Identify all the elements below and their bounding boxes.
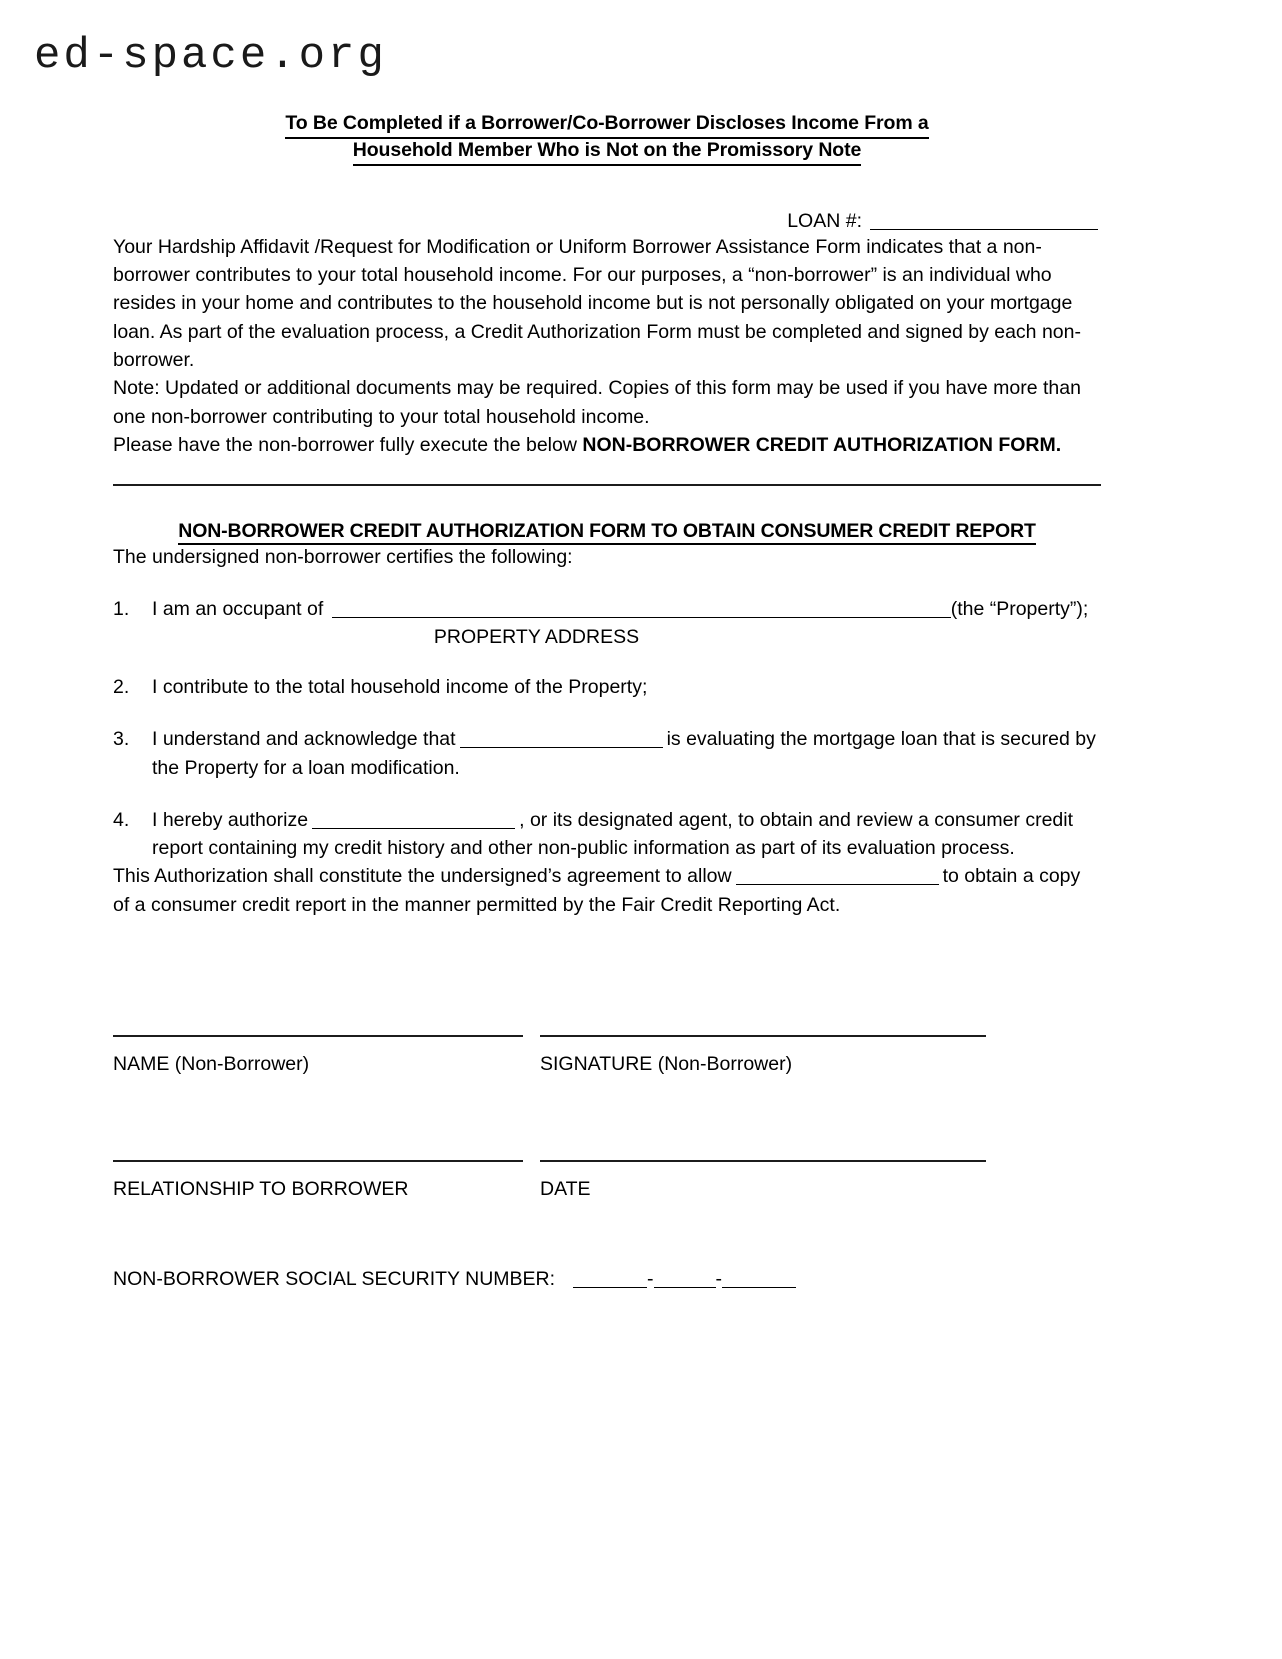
list-item-3-number: 3. — [113, 728, 130, 751]
list-item-4-suffix: , or its designated agent, to obtain and review a consumer credit report containing my credit history and other non-public information as part of its evaluation process. — [152, 808, 1074, 860]
ssn-part-3-input[interactable] — [722, 1287, 796, 1288]
section-divider — [113, 484, 1101, 486]
note-paragraph: Note: Updated or additional documents may be required. Copies of this form may be used if you have more than one non-borrower contributing to your total household income. — [113, 377, 1081, 428]
list-item-4-prefix: I hereby authorize — [152, 808, 309, 831]
certifies-paragraph: The undersigned non-borrower certifies the following: — [113, 546, 573, 569]
loan-number-row — [113, 210, 1101, 233]
certification-list — [113, 595, 1101, 862]
ssn-label: NON-BORROWER SOCIAL SECURITY NUMBER: — [113, 1268, 556, 1290]
list-item-1-prefix: I am an occupant of — [152, 598, 329, 621]
list-item-2-number: 2. — [113, 676, 130, 698]
name-signature-line[interactable] — [113, 1035, 523, 1037]
relationship-signature-line[interactable] — [113, 1160, 523, 1162]
ssn-row — [113, 1268, 796, 1291]
signature-signature-line[interactable] — [540, 1035, 986, 1037]
section-heading — [113, 520, 1101, 543]
please-execute-emphasis: NON-BORROWER CREDIT AUTHORIZATION FORM. — [582, 433, 1062, 456]
list-item-1-number: 1. — [113, 598, 130, 621]
property-address-caption: PROPERTY ADDRESS — [433, 625, 640, 648]
date-field-label: DATE — [540, 1178, 591, 1200]
ssn-separator-1: - — [647, 1268, 654, 1290]
page-title-line-2: Household Member Who is Not on the Promissory Note — [353, 139, 862, 166]
loan-number-input[interactable] — [870, 229, 1098, 230]
section-heading-text: NON-BORROWER CREDIT AUTHORIZATION FORM TO OBTAIN CONSUMER CREDIT REPORT — [178, 520, 1035, 545]
loan-number-label: LOAN #: — [787, 209, 862, 232]
servicer-name-input-1[interactable] — [460, 747, 663, 748]
please-execute-prefix: Please have the non-borrower fully execute the below — [113, 433, 583, 456]
list-item-3-prefix: I understand and acknowledge that — [152, 728, 456, 751]
name-field-label: NAME (Non-Borrower) — [113, 1053, 310, 1075]
list-item-2 — [113, 673, 1101, 701]
site-watermark: ed-space.org — [34, 31, 387, 81]
servicer-name-input-3[interactable] — [736, 884, 939, 885]
authorization-prefix: This Authorization shall constitute the undersigned’s agreement to allow — [113, 865, 732, 888]
list-item-4 — [113, 806, 1101, 863]
signature-field-label: SIGNATURE (Non-Borrower) — [540, 1053, 793, 1075]
intro-paragraph: Your Hardship Affidavit /Request for Modification or Uniform Borrower Assistance Form indicates that a non-borrower contributes to your total household income. For our purposes, a “non-borrower” is an individual who resides in your home and contributes to the household income but is not personally obligated on your mortgage loan. As part of the evaluation process, a Credit Authorization Form must be completed and signed by each non-borrower. — [113, 235, 1081, 372]
servicer-name-input-2[interactable] — [312, 828, 515, 829]
ssn-part-1-input[interactable] — [573, 1287, 647, 1288]
authorization-suffix: to obtain a copy of a consumer credit report in the manner permitted by the Fair Credit Reporting Act. — [113, 865, 1081, 916]
list-item-3 — [113, 725, 1101, 782]
list-item-1 — [113, 595, 1101, 623]
list-item-3-suffix: is evaluating the mortgage loan that is secured by the Property for a loan modification. — [152, 728, 1096, 779]
property-address-input[interactable] — [332, 617, 951, 618]
list-item-1-suffix: (the “Property”); — [950, 598, 1089, 621]
list-item-4-number: 4. — [113, 808, 130, 831]
relationship-field-label: RELATIONSHIP TO BORROWER — [113, 1178, 409, 1200]
page-title-line-1: To Be Completed if a Borrower/Co-Borrower Discloses Income From a — [285, 112, 928, 139]
document-content — [113, 0, 1101, 919]
page-title — [113, 112, 1101, 166]
date-signature-line[interactable] — [540, 1160, 986, 1162]
ssn-part-2-input[interactable] — [654, 1287, 716, 1288]
authorization-paragraph — [113, 862, 1101, 919]
ssn-separator-2: - — [715, 1268, 723, 1290]
please-execute-paragraph — [113, 431, 1101, 459]
list-item-2-text: I contribute to the total household income of the Property; — [152, 676, 648, 698]
